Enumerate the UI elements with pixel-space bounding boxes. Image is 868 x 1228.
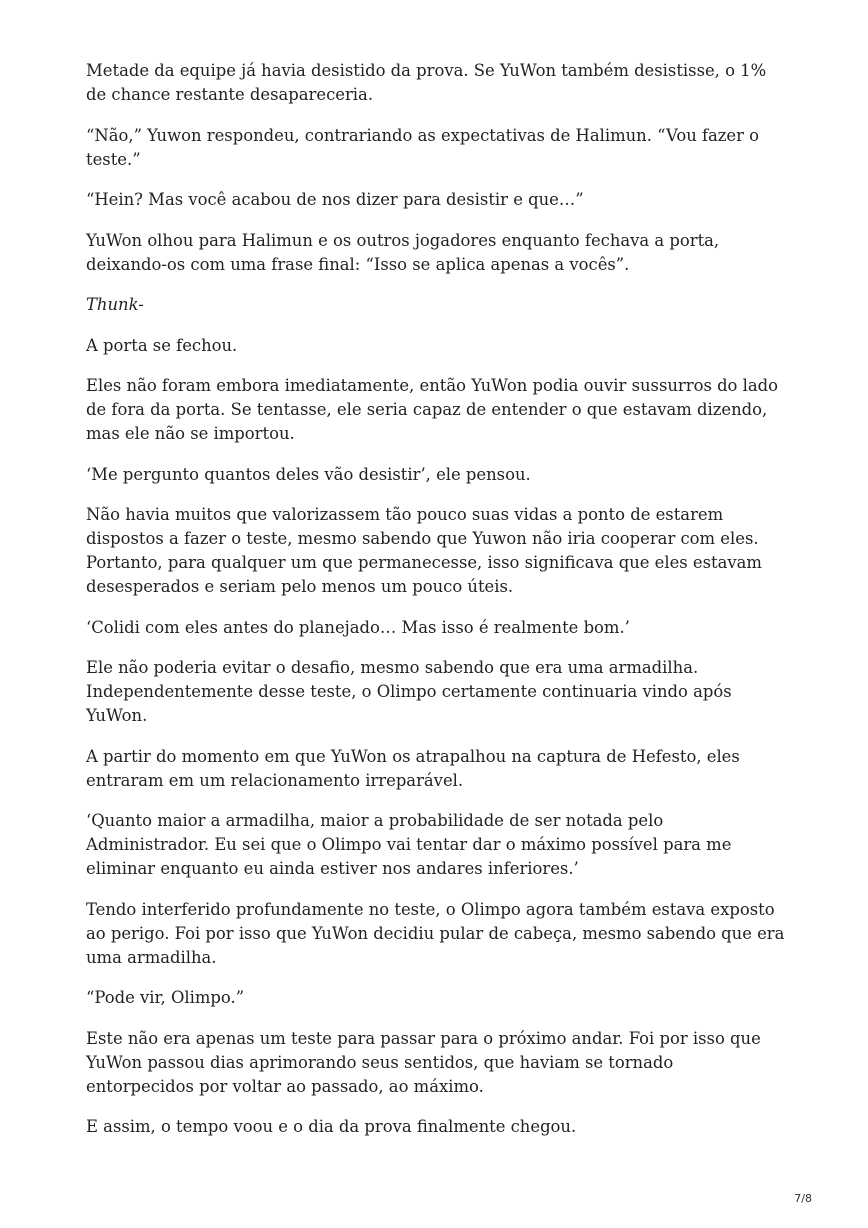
- paragraph: “Pode vir, Olimpo.”: [86, 988, 245, 1007]
- paragraph: Metade da equipe já havia desistido da prova. Se YuWon também desistisse, o 1% de chance restante desapareceria.: [86, 61, 767, 104]
- paragraph: ‘Quanto maior a armadilha, maior a probabilidade de ser notada pelo Administrador. Eu sei que o Olimpo vai tentar dar o máximo possível para me eliminar enquanto eu ainda estiver nos andares inferiores.’: [86, 811, 732, 878]
- paragraph: ‘Colidi com eles antes do planejado… Mas isso é realmente bom.’: [86, 617, 630, 637]
- paragraph: Este não era apenas um teste para passar para o próximo andar. Foi por isso que YuWon passou dias aprimorando seus sentidos, que haviam se tornado entorpecidos por voltar ao passado, ao máximo.: [86, 1028, 761, 1096]
- paragraph: Eles não foram embora imediatamente, então YuWon podia ouvir sussurros do lado de fora da porta. Se tentasse, ele seria capaz de entender o que estavam dizendo, mas ele não se importou.: [86, 376, 779, 443]
- document-body: [86, 59, 786, 1156]
- paragraph-sound-effect: Thunk-: [86, 295, 144, 314]
- paragraph: “Hein? Mas você acabou de nos dizer para desistir e que…”: [86, 190, 584, 209]
- paragraph: “Não,” Yuwon respondeu, contrariando as expectativas de Halimun. “Vou fazer o teste.”: [86, 125, 760, 169]
- paragraph: YuWon olhou para Halimun e os outros jogadores enquanto fechava a porta, deixando-os com uma frase final: “Isso se aplica apenas a vocês”.: [86, 230, 720, 274]
- page-number: 7/8: [794, 1192, 812, 1205]
- paragraph: A porta se fechou.: [86, 335, 238, 355]
- paragraph: A partir do momento em que YuWon os atrapalhou na captura de Hefesto, eles entraram em um relacionamento irreparável.: [86, 746, 740, 790]
- paragraph: Não havia muitos que valorizassem tão pouco suas vidas a ponto de estarem dispostos a fazer o teste, mesmo sabendo que Yuwon não iria cooperar com eles. Portanto, para qualquer um que permanecesse, isso significava que eles estavam desesperados e seriam pelo menos um pouco úteis.: [86, 505, 762, 596]
- paragraph: E assim, o tempo voou e o dia da prova finalmente chegou.: [86, 1117, 577, 1136]
- paragraph: ‘Me pergunto quantos deles vão desistir’, ele pensou.: [86, 464, 531, 484]
- paragraph: Tendo interferido profundamente no teste, o Olimpo agora também estava exposto ao perigo. Foi por isso que YuWon decidiu pular de cabeça, mesmo sabendo que era uma armadilha.: [86, 899, 785, 967]
- paragraph: Ele não poderia evitar o desafio, mesmo sabendo que era uma armadilha. Independentemente desse teste, o Olimpo certamente continuaria vindo após YuWon.: [86, 658, 732, 725]
